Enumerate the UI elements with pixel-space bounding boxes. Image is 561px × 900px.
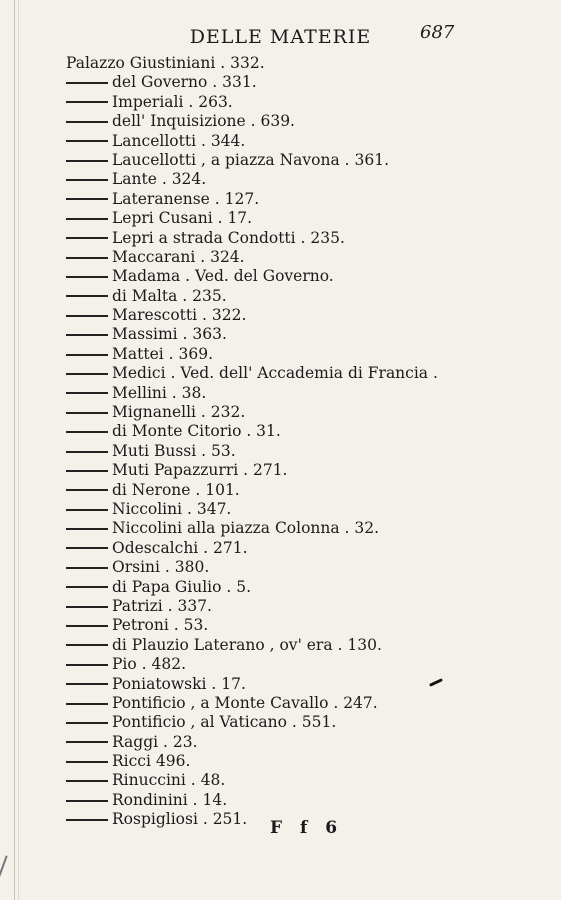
ditto-dash bbox=[66, 412, 108, 414]
ditto-dash bbox=[66, 606, 108, 608]
ditto-dash bbox=[66, 237, 108, 239]
index-entry-text: Medici . Ved. dell' Accademia di Francia . bbox=[112, 364, 438, 383]
ditto-dash bbox=[66, 741, 108, 743]
index-entry bbox=[66, 675, 546, 694]
ditto-dash bbox=[66, 121, 108, 123]
index-entry bbox=[66, 132, 546, 151]
page-title: DELLE MATERIE bbox=[189, 26, 372, 48]
index-entry-text: Massimi . 363. bbox=[112, 325, 227, 344]
index-entry-text: di Monte Citorio . 31. bbox=[112, 422, 281, 441]
index-entry bbox=[66, 287, 546, 306]
ditto-dash bbox=[66, 276, 108, 278]
ditto-dash bbox=[66, 489, 108, 491]
index-entry-text: di Plauzio Laterano , ov' era . 130. bbox=[112, 635, 382, 654]
page-number: 687 bbox=[420, 22, 455, 43]
ditto-dash bbox=[66, 373, 108, 375]
index-entry bbox=[66, 655, 546, 674]
ditto-dash bbox=[66, 819, 108, 821]
index-entry-text: Lepri Cusani . 17. bbox=[112, 209, 253, 228]
index-entry-text: Laucellotti , a piazza Navona . 361. bbox=[112, 150, 390, 169]
ditto-dash bbox=[66, 722, 108, 724]
index-entry bbox=[66, 151, 546, 170]
binding-edge-inner bbox=[18, 0, 19, 900]
index-entry-text: Rondinini . 14. bbox=[112, 790, 228, 809]
index-entry bbox=[66, 578, 546, 597]
index-entry-text: Odescalchi . 271. bbox=[112, 538, 248, 557]
ditto-dash bbox=[66, 101, 108, 103]
index-entry bbox=[66, 519, 546, 538]
index-entry bbox=[66, 73, 546, 92]
ditto-dash bbox=[66, 664, 108, 666]
index-entry-text: Petroni . 53. bbox=[112, 616, 209, 635]
ditto-dash bbox=[66, 295, 108, 297]
index-entry-text: Pontificio , al Vaticano . 551. bbox=[112, 713, 337, 732]
index-entry bbox=[66, 229, 546, 248]
index-entry bbox=[66, 733, 546, 752]
ditto-dash bbox=[66, 547, 108, 549]
ditto-dash bbox=[66, 392, 108, 394]
ditto-dash bbox=[66, 431, 108, 433]
ditto-dash bbox=[66, 315, 108, 317]
index-entry-text: Lateranense . 127. bbox=[112, 189, 260, 208]
index-entry-text: Niccolini . 347. bbox=[112, 499, 232, 518]
ditto-dash bbox=[66, 354, 108, 356]
index-entry bbox=[66, 713, 546, 732]
index-entry bbox=[66, 403, 546, 422]
index-entry bbox=[66, 636, 546, 655]
margin-mark bbox=[0, 855, 8, 876]
ditto-dash bbox=[66, 567, 108, 569]
index-entry-text: Raggi . 23. bbox=[112, 732, 198, 751]
index-entry-text: Ricci 496. bbox=[112, 752, 191, 771]
ditto-dash bbox=[66, 334, 108, 336]
ditto-dash bbox=[66, 625, 108, 627]
index-entry-text: Lante . 324. bbox=[112, 170, 207, 189]
index-entry bbox=[66, 267, 546, 286]
index-entry-text: Pontificio , a Monte Cavallo . 247. bbox=[112, 693, 378, 712]
ditto-dash bbox=[66, 198, 108, 200]
ditto-dash bbox=[66, 800, 108, 802]
signature-mark: F f 6 bbox=[270, 818, 344, 838]
ditto-dash bbox=[66, 257, 108, 259]
ditto-dash bbox=[66, 160, 108, 162]
index-entry bbox=[66, 209, 546, 228]
index-entry-text: Lepri a strada Condotti . 235. bbox=[112, 228, 345, 247]
index-entry-text: Patrizi . 337. bbox=[112, 596, 212, 615]
index-entry-text: Palazzo Giustiniani . 332. bbox=[66, 54, 265, 72]
index-entry-text: Imperiali . 263. bbox=[112, 92, 233, 111]
index-entry-text: di Papa Giulio . 5. bbox=[112, 577, 252, 596]
ditto-dash bbox=[66, 528, 108, 530]
index-entry bbox=[66, 384, 546, 403]
index-entry bbox=[66, 112, 546, 131]
index-entry-text: Rinuccini . 48. bbox=[112, 771, 226, 790]
ditto-dash bbox=[66, 703, 108, 705]
index-entry bbox=[66, 791, 546, 810]
index-entry bbox=[66, 248, 546, 267]
index-entry bbox=[66, 170, 546, 189]
ditto-dash bbox=[66, 586, 108, 588]
index-entry-text: Pio . 482. bbox=[112, 655, 187, 674]
index-entry-text: Maccarani . 324. bbox=[112, 247, 245, 266]
index-entry bbox=[66, 364, 546, 383]
index-entry-text: Madama . Ved. del Governo. bbox=[112, 267, 334, 286]
index-entry-text: Rospigliosi . 251. bbox=[112, 810, 248, 829]
ditto-dash bbox=[66, 470, 108, 472]
index-entry-text: Muti Papazzurri . 271. bbox=[112, 461, 288, 480]
index-entry-text: di Nerone . 101. bbox=[112, 480, 240, 499]
index-entry bbox=[66, 500, 546, 519]
index-entry bbox=[66, 190, 546, 209]
ditto-dash bbox=[66, 179, 108, 181]
ditto-dash bbox=[66, 82, 108, 84]
index-entry bbox=[66, 54, 546, 73]
index-entry-text: Niccolini alla piazza Colonna . 32. bbox=[112, 519, 380, 538]
index-entry-text: Marescotti . 322. bbox=[112, 306, 247, 325]
index-entry bbox=[66, 481, 546, 500]
ditto-dash bbox=[66, 761, 108, 763]
index-entry bbox=[66, 558, 546, 577]
index-entry bbox=[66, 461, 546, 480]
index-entry bbox=[66, 752, 546, 771]
index-entry-text: Mattei . 369. bbox=[112, 344, 213, 363]
ditto-dash bbox=[66, 644, 108, 646]
ditto-dash bbox=[66, 509, 108, 511]
index-entry bbox=[66, 325, 546, 344]
ditto-dash bbox=[66, 218, 108, 220]
index-entry bbox=[66, 616, 546, 635]
ditto-dash bbox=[66, 780, 108, 782]
ditto-dash bbox=[66, 140, 108, 142]
binding-edge bbox=[14, 0, 15, 900]
index-entry-text: Orsini . 380. bbox=[112, 558, 210, 577]
index-entry-text: Poniatowski . 17. bbox=[112, 674, 246, 693]
index-entry-text: Lancellotti . 344. bbox=[112, 131, 246, 150]
index-entry bbox=[66, 422, 546, 441]
index-entry bbox=[66, 539, 546, 558]
index-entry-text: del Governo . 331. bbox=[112, 73, 257, 92]
index-entry-text: dell' Inquisizione . 639. bbox=[112, 112, 295, 131]
index-entry bbox=[66, 345, 546, 364]
index-entry bbox=[66, 694, 546, 713]
index-entry bbox=[66, 93, 546, 112]
index-entry-text: di Malta . 235. bbox=[112, 286, 227, 305]
index-entry bbox=[66, 597, 546, 616]
index-entry-text: Muti Bussi . 53. bbox=[112, 441, 236, 460]
index-entry-list bbox=[66, 54, 546, 830]
ditto-dash bbox=[66, 683, 108, 685]
index-entry-text: Mignanelli . 232. bbox=[112, 403, 246, 422]
index-entry bbox=[66, 442, 546, 461]
index-entry bbox=[66, 771, 546, 790]
index-entry-text: Mellini . 38. bbox=[112, 383, 207, 402]
index-entry bbox=[66, 306, 546, 325]
ditto-dash bbox=[66, 451, 108, 453]
